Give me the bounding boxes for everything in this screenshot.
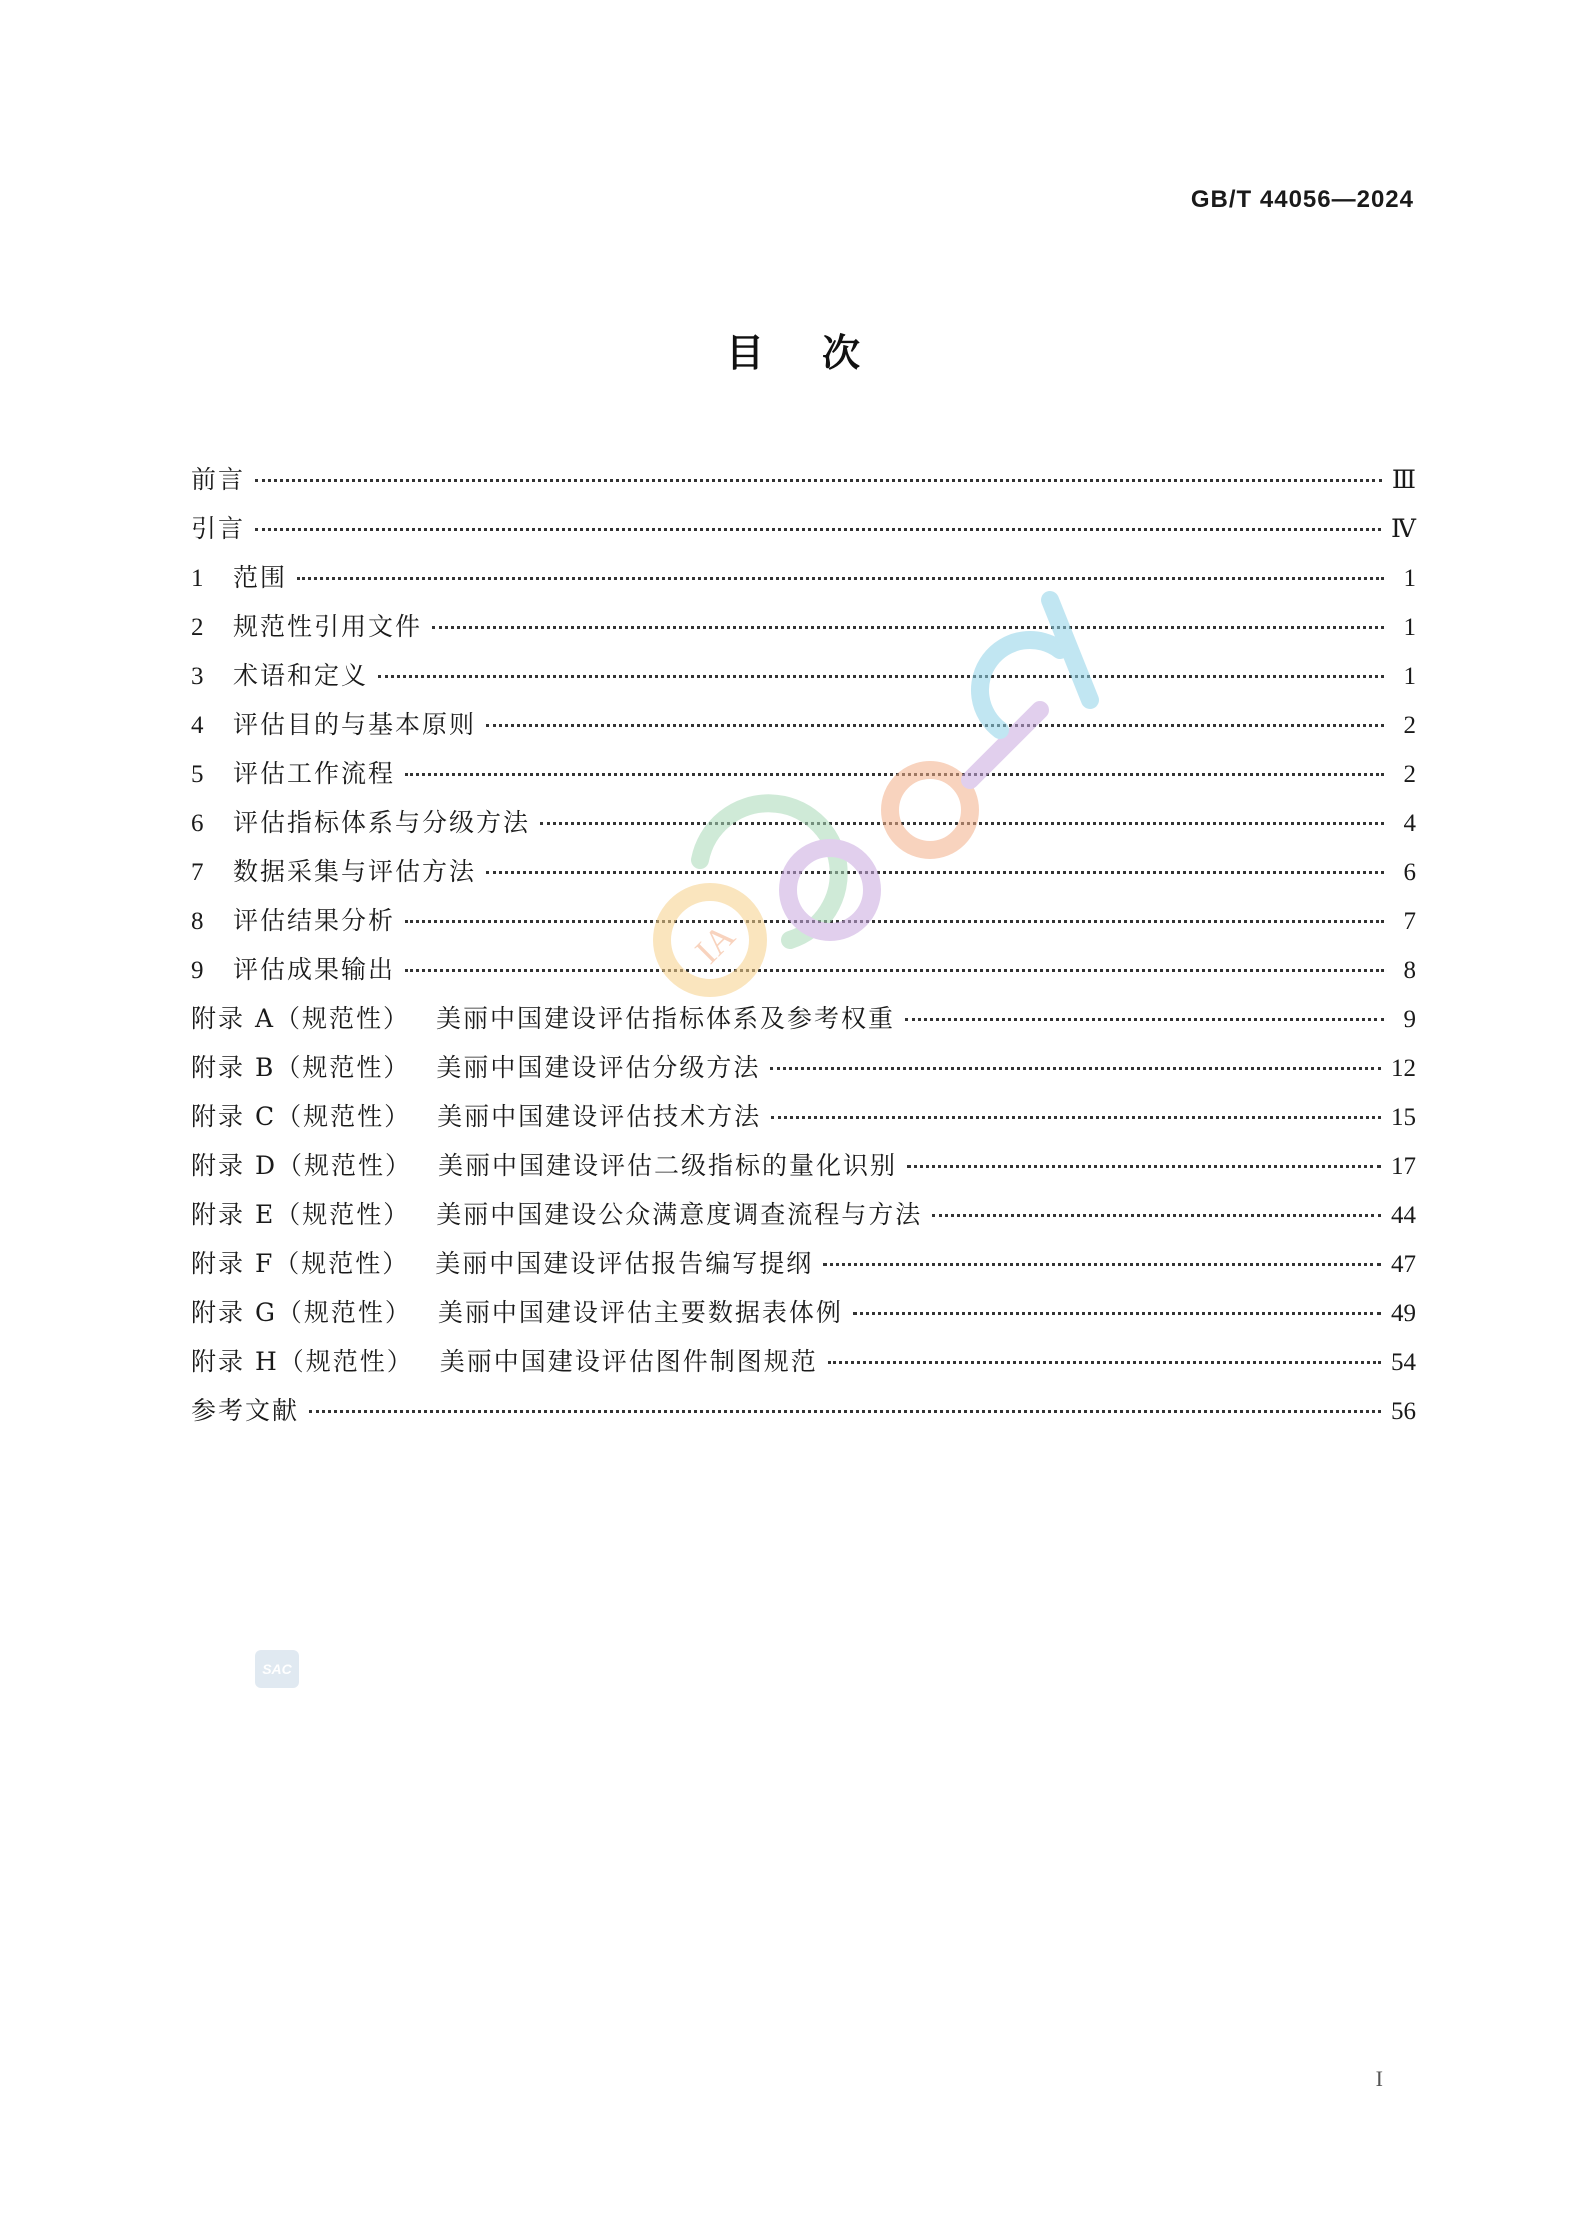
- watermark-text: IA: [687, 915, 743, 972]
- toc-entry-number: 7: [191, 859, 204, 886]
- toc-entry-label: 数据采集与评估方法: [233, 857, 477, 886]
- toc-leader-dots: [432, 626, 1384, 629]
- page-title: 目次: [725, 331, 918, 375]
- toc-entry-label: 引言: [191, 514, 246, 543]
- sac-logo: SAC: [255, 1650, 299, 1688]
- toc-entry-label: 参考文献: [191, 1396, 300, 1425]
- toc-leader-dots: [255, 528, 1381, 531]
- toc-entry-label: 范围: [233, 563, 288, 592]
- toc-entry-label: 美丽中国建设评估二级指标的量化识别: [438, 1151, 898, 1180]
- toc-entry-page: 47: [1391, 1251, 1416, 1278]
- toc-entry-label: 评估目的与基本原则: [233, 710, 477, 739]
- toc-leader-dots: [405, 969, 1384, 972]
- toc-entry-page: 2: [1403, 761, 1416, 788]
- toc-entry-appendix-prefix: 附录 B（规范性）: [191, 1053, 411, 1082]
- toc-entry-number: 2: [191, 614, 204, 641]
- toc-entry[interactable]: [191, 455, 1416, 504]
- toc-leader-dots: [828, 1361, 1381, 1364]
- toc-entry-number: 3: [191, 663, 204, 690]
- toc-entry-label: 美丽中国建设评估分级方法: [436, 1053, 761, 1082]
- toc-entry[interactable]: [191, 945, 1416, 994]
- toc-entry-number: 8: [191, 908, 204, 935]
- toc-entry-page: Ⅳ: [1391, 516, 1416, 543]
- toc-entry-label: 规范性引用文件: [233, 612, 423, 641]
- toc-entry[interactable]: [191, 1043, 1416, 1092]
- toc-entry-number: 4: [191, 712, 204, 739]
- toc-entry[interactable]: [191, 1141, 1416, 1190]
- toc-leader-dots: [297, 577, 1384, 580]
- toc-entry[interactable]: [191, 1386, 1416, 1435]
- toc-entry-page: Ⅲ: [1391, 467, 1416, 494]
- toc-entry-appendix-prefix: 附录 H（规范性）: [191, 1347, 414, 1376]
- toc-leader-dots: [823, 1263, 1381, 1266]
- toc-entry[interactable]: [191, 602, 1416, 651]
- toc-leader-dots: [309, 1410, 1381, 1413]
- toc-entry-page: 44: [1391, 1202, 1416, 1229]
- toc-leader-dots: [486, 871, 1384, 874]
- toc-entry-page: 7: [1403, 908, 1416, 935]
- toc-entry-label: 美丽中国建设评估指标体系及参考权重: [436, 1004, 896, 1033]
- toc-entry[interactable]: [191, 896, 1416, 945]
- toc-entry-label: 前言: [191, 465, 246, 494]
- toc-entry[interactable]: [191, 651, 1416, 700]
- toc-entry-page: 49: [1391, 1300, 1416, 1327]
- toc-entry-appendix-prefix: 附录 G（规范性）: [191, 1298, 412, 1327]
- toc-leader-dots: [255, 479, 1382, 482]
- toc-entry[interactable]: [191, 700, 1416, 749]
- toc-entry-label: 评估工作流程: [233, 759, 396, 788]
- toc-entry-page: 9: [1403, 1006, 1416, 1033]
- toc-entry[interactable]: [191, 749, 1416, 798]
- toc-entry[interactable]: [191, 1337, 1416, 1386]
- toc-entry-label: 美丽中国建设评估图件制图规范: [439, 1347, 818, 1376]
- toc-entry[interactable]: [191, 1092, 1416, 1141]
- toc-entry-page: 17: [1391, 1153, 1416, 1180]
- toc-entry-page: 1: [1403, 663, 1416, 690]
- toc-entry-label: 美丽中国建设评估主要数据表体例: [437, 1298, 843, 1327]
- toc-entry-appendix-prefix: 附录 F（规范性）: [191, 1249, 410, 1278]
- toc-entry[interactable]: [191, 847, 1416, 896]
- table-of-contents: [191, 455, 1416, 1435]
- toc-entry-page: 56: [1391, 1398, 1416, 1425]
- toc-entry-appendix-prefix: 附录 A（规范性）: [191, 1004, 411, 1033]
- page-number: I: [1375, 2066, 1383, 2091]
- toc-entry-appendix-prefix: 附录 D（规范性）: [191, 1151, 412, 1180]
- toc-entry-page: 12: [1391, 1055, 1416, 1082]
- toc-entry-number: 1: [191, 565, 204, 592]
- toc-entry-page: 6: [1403, 859, 1416, 886]
- toc-leader-dots: [771, 1116, 1381, 1119]
- toc-entry[interactable]: [191, 1288, 1416, 1337]
- toc-entry[interactable]: [191, 553, 1416, 602]
- toc-entry-number: 6: [191, 810, 204, 837]
- toc-entry[interactable]: [191, 504, 1416, 553]
- toc-leader-dots: [378, 675, 1384, 678]
- toc-leader-dots: [932, 1214, 1381, 1217]
- toc-leader-dots: [907, 1165, 1381, 1168]
- toc-leader-dots: [905, 1018, 1384, 1021]
- toc-entry-appendix-prefix: 附录 E（规范性）: [191, 1200, 411, 1229]
- toc-entry-label: 评估成果输出: [233, 955, 396, 984]
- toc-leader-dots: [770, 1067, 1381, 1070]
- toc-entry-page: 1: [1403, 614, 1416, 641]
- toc-entry-page: 54: [1391, 1349, 1416, 1376]
- toc-entry[interactable]: [191, 1190, 1416, 1239]
- toc-entry-label: 评估指标体系与分级方法: [233, 808, 531, 837]
- toc-leader-dots: [486, 724, 1384, 727]
- toc-entry[interactable]: [191, 1239, 1416, 1288]
- toc-entry-number: 9: [191, 957, 204, 984]
- toc-entry-number: 5: [191, 761, 204, 788]
- toc-entry-label: 美丽中国建设评估技术方法: [437, 1102, 762, 1131]
- toc-leader-dots: [405, 920, 1384, 923]
- toc-entry-label: 美丽中国建设公众满意度调查流程与方法: [436, 1200, 923, 1229]
- toc-entry-page: 2: [1403, 712, 1416, 739]
- toc-entry-page: 4: [1403, 810, 1416, 837]
- toc-entry[interactable]: [191, 798, 1416, 847]
- toc-leader-dots: [405, 773, 1384, 776]
- toc-entry-page: 15: [1391, 1104, 1416, 1131]
- toc-leader-dots: [853, 1312, 1381, 1315]
- standard-number: GB/T 44056—2024: [1190, 186, 1414, 213]
- toc-entry-page: 1: [1403, 565, 1416, 592]
- toc-entry-label: 术语和定义: [233, 661, 369, 690]
- toc-leader-dots: [540, 822, 1384, 825]
- toc-entry[interactable]: [191, 994, 1416, 1043]
- toc-entry-label: 评估结果分析: [233, 906, 396, 935]
- toc-entry-page: 8: [1403, 957, 1416, 984]
- toc-entry-appendix-prefix: 附录 C（规范性）: [191, 1102, 412, 1131]
- toc-entry-label: 美丽中国建设评估报告编写提纲: [435, 1249, 814, 1278]
